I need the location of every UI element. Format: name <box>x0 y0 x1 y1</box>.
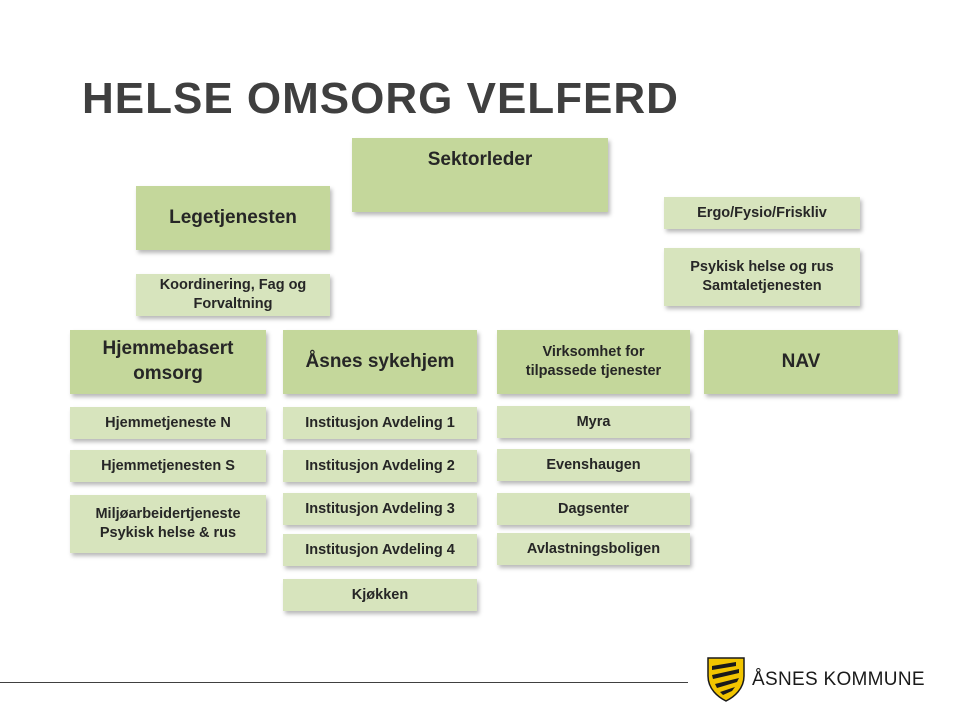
node-label: Hjemmebasert omsorg <box>102 338 234 384</box>
node-avdeling-1[interactable] <box>283 407 477 439</box>
node-label: Hjemmetjenesten S <box>101 457 235 474</box>
node-avlastningsboligen[interactable] <box>497 533 690 565</box>
node-label: Psykisk helse og rus Samtaletjenesten <box>690 259 834 294</box>
node-label: NAV <box>781 350 821 372</box>
node-myra[interactable] <box>497 406 690 438</box>
node-label: Avlastningsboligen <box>526 540 661 557</box>
node-koordinering[interactable] <box>136 274 330 316</box>
page-title: HELSE OMSORG VELFERD <box>82 74 679 123</box>
node-nav[interactable] <box>704 330 898 394</box>
node-legetjenesten[interactable] <box>136 186 330 250</box>
node-label: Dagsenter <box>558 500 629 517</box>
node-label: Sektorleder <box>427 149 533 170</box>
shield-icon <box>706 656 746 702</box>
node-label: Ergo/Fysio/Friskliv <box>697 204 827 221</box>
node-label: Åsnes sykehjem <box>305 350 455 372</box>
node-hjemmebasert[interactable] <box>70 330 266 394</box>
node-label: Institusjon Avdeling 2 <box>305 457 455 474</box>
node-label: Miljøarbeidertjeneste Psykisk helse & rus <box>95 506 241 541</box>
node-psykisk-helse[interactable] <box>664 248 860 306</box>
node-avdeling-2[interactable] <box>283 450 477 482</box>
node-label: Myra <box>576 413 611 430</box>
node-label: Evenshaugen <box>546 456 641 473</box>
logo-text: ÅSNES KOMMUNE <box>752 669 925 690</box>
node-label: Legetjenesten <box>169 206 297 228</box>
node-kjokken[interactable] <box>283 579 477 611</box>
node-label: Koordinering, Fag og Forvaltning <box>159 277 307 312</box>
node-label: Kjøkken <box>351 586 409 603</box>
node-hjemmetjenesten-s[interactable] <box>70 450 266 482</box>
node-dagsenter[interactable] <box>497 493 690 525</box>
node-label: Institusjon Avdeling 4 <box>305 541 455 558</box>
node-sykehjem[interactable] <box>283 330 477 394</box>
node-label: Institusjon Avdeling 3 <box>305 500 455 517</box>
node-avdeling-4[interactable] <box>283 534 477 566</box>
footer-divider <box>0 682 688 683</box>
node-label: Virksomhet for tilpassede tjenester <box>525 344 662 379</box>
node-virksomhet[interactable] <box>497 330 690 394</box>
node-evenshaugen[interactable] <box>497 449 690 481</box>
node-label: Institusjon Avdeling 1 <box>305 414 455 431</box>
node-miljoarbeidertjeneste[interactable] <box>70 495 266 553</box>
node-ergo[interactable] <box>664 197 860 229</box>
node-sektorleder[interactable] <box>352 138 608 212</box>
node-label: Hjemmetjeneste N <box>105 414 231 431</box>
node-avdeling-3[interactable] <box>283 493 477 525</box>
node-hjemmetjeneste-n[interactable] <box>70 407 266 439</box>
